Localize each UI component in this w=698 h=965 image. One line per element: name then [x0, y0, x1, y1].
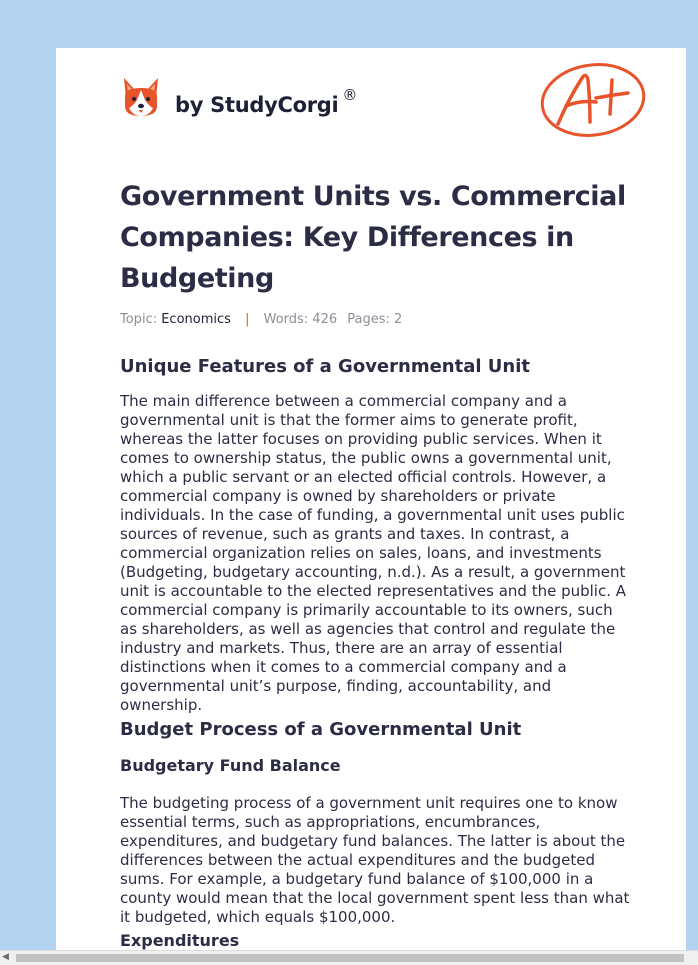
brand-label: by StudyCorgi [175, 93, 339, 117]
document-page [56, 48, 686, 950]
paragraph: The main difference between a commercial company and a governmental unit is that the former aims to generate profit, whereas the latter focuses on providing public services. When it comes to ownership status, the public owns a governmental unit, which a public servant or an elected official controls. However, a commercial company is owned by shareholders or private individuals. In the case of funding, a governmental unit uses public sources of revenue, such as grants and taxes. In contrast, a commercial organization relies on sales, loans, and investments (Budgeting, budgetary accounting, n.d.). As a result, a government unit is accountable to the elected representatives and the public. A commercial company is primarily accountable to its owners, such as shareholders, as well as agencies that control and regulate the industry and markets. Thus, there are an array of essential distinctions when it comes to a commercial company and a governmental unit’s purpose, finding, accountability, and ownership. [120, 392, 627, 714]
meta-info [120, 312, 402, 327]
scroll-left-arrow-icon[interactable]: ◀ [2, 952, 9, 962]
page-count: Pages: 2 [347, 312, 403, 327]
horizontal-scrollbar[interactable] [0, 950, 698, 965]
page-title: Government Units vs. Commercial Companies: Key Differences in Budgeting [120, 181, 626, 294]
subsection-heading: Budgetary Fund Balance [120, 756, 341, 775]
word-count: Words: 426 [263, 312, 338, 327]
subsection-heading: Expenditures [120, 931, 240, 950]
essay-body [120, 354, 630, 950]
section-heading: Unique Features of a Governmental Unit [120, 356, 531, 377]
registered-mark: ® [342, 86, 358, 104]
scrollbar-thumb[interactable] [16, 954, 684, 962]
corgi-icon [121, 76, 161, 122]
paragraph: The budgeting process of a government unit requires one to know essential terms, such as appropriations, encumbrances, expenditures, and budgetary fund balances. The latter is about the differences between the actual expenditures and the budgeted sums. For example, a budgetary fund balance of $100,000 in a county would mean that the local government spent less than what it budgeted, which equals $100,000. [120, 794, 630, 926]
section-heading: Budget Process of a Governmental Unit [120, 719, 522, 740]
meta-separator: | [245, 312, 250, 327]
page-header [56, 48, 686, 158]
grade-badge-icon [538, 60, 650, 140]
brand-name[interactable] [175, 86, 358, 117]
topic-label: Topic: [120, 312, 158, 327]
topic-link[interactable]: Economics [161, 312, 231, 327]
